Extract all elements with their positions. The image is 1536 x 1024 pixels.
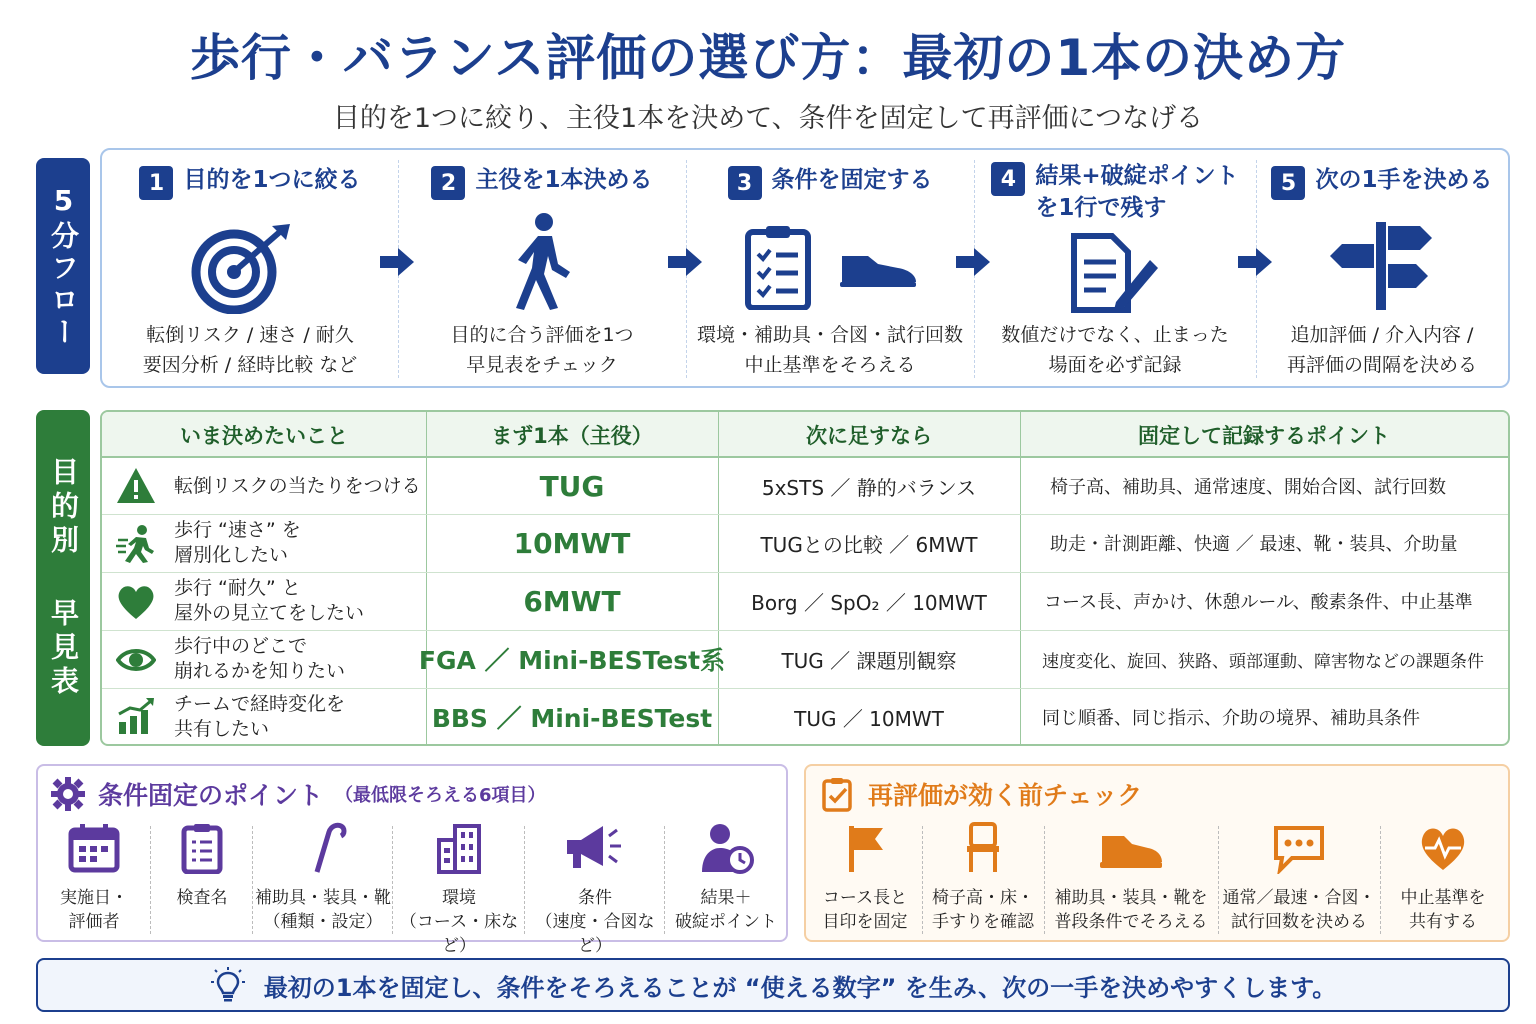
recheck-item-label: 通常／最速・合図・ 試行回数を決める	[1222, 888, 1376, 932]
chair-icon	[957, 822, 1009, 874]
step-description: 追加評価 / 介入内容 / 再評価の間隔を決める	[1286, 324, 1477, 376]
calendar-icon	[68, 822, 120, 874]
step-title: 次の1手を決める	[1315, 167, 1493, 193]
flow-step-2	[398, 150, 686, 386]
clipboard-check-icon	[820, 776, 856, 812]
recheck-item-label: 補助具・装具・靴を 普段条件でそろえる	[1054, 888, 1208, 932]
table-cell-purpose: チームで経時変化を 共有したい	[174, 693, 346, 740]
item-divider	[1218, 826, 1219, 934]
recheck-item	[810, 822, 920, 934]
conditions-panel	[36, 764, 788, 956]
step-title: 結果+破綻ポイント を1行で残す	[1035, 163, 1239, 221]
table-header-cell: いま決めたいこと	[180, 424, 348, 448]
flow-panel	[100, 148, 1510, 388]
item-divider	[252, 826, 253, 934]
table-cell-main-test: 10MWT	[513, 526, 631, 560]
table-cell-next-test: Borg ／ SpO₂ ／ 10MWT	[751, 590, 987, 615]
table-section-tab: 目的別 早見表	[36, 410, 90, 746]
signpost-icon	[1328, 218, 1432, 312]
condition-item-label: 条件 （速度・合図など）	[535, 888, 655, 956]
clipboard-checklist-icon	[744, 224, 812, 310]
table-cell-main-test: BBS ／ Mini-BESTest	[431, 704, 713, 733]
step-description: 目的に合う評価を1つ 早見表をチェック	[450, 324, 634, 376]
condition-item-label: 結果＋ 破綻ポイント	[675, 888, 777, 932]
recheck-item-label: 中止基準を 共有する	[1400, 888, 1486, 932]
heart-pulse-icon	[1417, 822, 1469, 874]
page-subtitle: 目的を1つに絞り、主役1本を決めて、条件を固定して再評価につなげる	[332, 103, 1204, 134]
table-header-cell: まず1本（主役）	[491, 424, 653, 448]
recheck-title: 再評価が効く前チェック	[868, 781, 1143, 810]
bar-chart-icon	[116, 696, 156, 736]
shoe-icon	[838, 248, 918, 288]
item-divider	[392, 826, 393, 934]
running-icon	[116, 524, 156, 564]
flow-step-5	[1256, 150, 1508, 386]
table-cell-main-test: FGA ／ Mini-BESTest系	[418, 646, 726, 675]
condition-item	[666, 822, 786, 934]
item-divider	[1380, 826, 1381, 934]
item-divider	[922, 826, 923, 934]
condition-item	[394, 822, 524, 956]
table-cell-next-test: TUG ／ 10MWT	[794, 706, 944, 731]
gear-icon	[50, 776, 86, 812]
step-title: 条件を固定する	[771, 167, 933, 193]
purpose-table	[100, 410, 1510, 746]
flow-step-1	[102, 150, 398, 386]
table-cell-record-points: コース長、声かけ、休憩ルール、酸素条件、中止基準	[1044, 592, 1473, 613]
table-header-cell: 固定して記録するポイント	[1138, 424, 1390, 448]
document-pen-icon	[1068, 232, 1160, 314]
target-icon	[190, 224, 294, 314]
item-divider	[664, 826, 665, 934]
step-title: 主役を1本決める	[475, 167, 653, 193]
table-cell-purpose: 歩行中のどこで 崩れるかを知りたい	[174, 635, 346, 682]
megaphone-icon	[563, 822, 627, 874]
table-cell-record-points: 速度変化、旋回、狭路、頭部運動、障害物などの課題条件	[1042, 651, 1484, 672]
table-cell-next-test: TUG ／ 課題別観察	[781, 648, 957, 673]
table-cell-record-points: 同じ順番、同じ指示、介助の境界、補助具条件	[1042, 708, 1420, 729]
table-cell-main-test: 6MWT	[523, 584, 621, 618]
recheck-item	[1382, 822, 1504, 934]
column-divider	[1020, 412, 1021, 744]
condition-item-label: 環境 （コース・床など）	[399, 888, 519, 956]
step-description: 転倒リスク / 速さ / 耐久 要因分析 / 経時比較 など	[142, 324, 358, 376]
table-cell-record-points: 助走・計測距離、快適 ／ 最速、靴・装具、介助量	[1050, 534, 1458, 555]
step-number: 3	[728, 166, 762, 200]
summary-banner	[36, 958, 1510, 1012]
step-number: 1	[139, 166, 173, 200]
flow-step-4	[974, 150, 1256, 386]
condition-item-label: 実施日・ 評価者	[60, 888, 128, 932]
step-description: 数値だけでなく、止まった 場面を必ず記録	[1001, 324, 1229, 376]
step-number: 5	[1271, 166, 1305, 200]
eye-icon	[116, 640, 156, 680]
table-cell-record-points: 椅子高、補助具、通常速度、開始合図、試行回数	[1050, 477, 1446, 498]
table-cell-purpose: 転倒リスクの当たりをつける	[174, 474, 421, 497]
clipboard-icon	[176, 822, 228, 874]
recheck-item	[924, 822, 1042, 934]
recheck-item-label: コース長と 目印を固定	[822, 888, 908, 932]
warning-icon	[116, 466, 156, 506]
condition-item-label: 検査名	[176, 888, 228, 908]
recheck-item	[1046, 822, 1216, 934]
step-title: 目的を1つに絞る	[183, 167, 361, 193]
flow-section-tab: 5分フロー	[36, 158, 90, 374]
step-number: 4	[991, 162, 1025, 196]
step-number: 2	[431, 166, 465, 200]
recheck-item-label: 椅子高・床・ 手すりを確認	[932, 888, 1034, 932]
flag-icon	[839, 822, 891, 874]
shoe-icon	[1098, 822, 1164, 874]
person-clock-icon	[698, 822, 754, 874]
table-cell-purpose: 歩行 “耐久” と 屋外の見立てをしたい	[174, 577, 365, 624]
condition-item	[152, 822, 252, 934]
condition-item	[254, 822, 392, 934]
lightbulb-icon	[210, 967, 246, 1003]
summary-text: 最初の1本を固定し、条件をそろえることが “使える数字” を生み、次の一手を決めやすくします。	[263, 973, 1337, 1002]
item-divider	[150, 826, 151, 934]
item-divider	[524, 826, 525, 934]
conditions-subtitle: （最低限そろえる6項目）	[335, 785, 546, 806]
condition-item	[42, 822, 146, 934]
item-divider	[1044, 826, 1045, 934]
table-cell-next-test: TUGとの比較 ／ 6MWT	[760, 532, 978, 557]
step-description: 環境・補助具・合図・試行回数 中止基準をそろえる	[696, 324, 963, 376]
condition-item	[526, 822, 664, 956]
walking-person-icon	[508, 212, 578, 312]
page-title: 歩行・バランス評価の選び方：最初の1本の決め方	[189, 29, 1347, 87]
speech-bubble-icon	[1270, 822, 1328, 874]
table-cell-next-test: 5xSTS ／ 静的バランス	[761, 475, 977, 500]
recheck-panel	[804, 764, 1510, 942]
heart-icon	[116, 582, 156, 622]
conditions-title: 条件固定のポイント	[98, 781, 324, 810]
building-icon	[433, 822, 485, 874]
condition-item-label: 補助具・装具・靴 （種類・設定）	[255, 888, 391, 932]
table-header-cell: 次に足すなら	[806, 424, 932, 448]
flow-step-3	[686, 150, 974, 386]
recheck-item	[1220, 822, 1378, 934]
cane-icon	[297, 822, 349, 874]
table-cell-purpose: 歩行 “速さ” を 層別化したい	[174, 519, 301, 566]
table-cell-main-test: TUG	[539, 469, 605, 503]
